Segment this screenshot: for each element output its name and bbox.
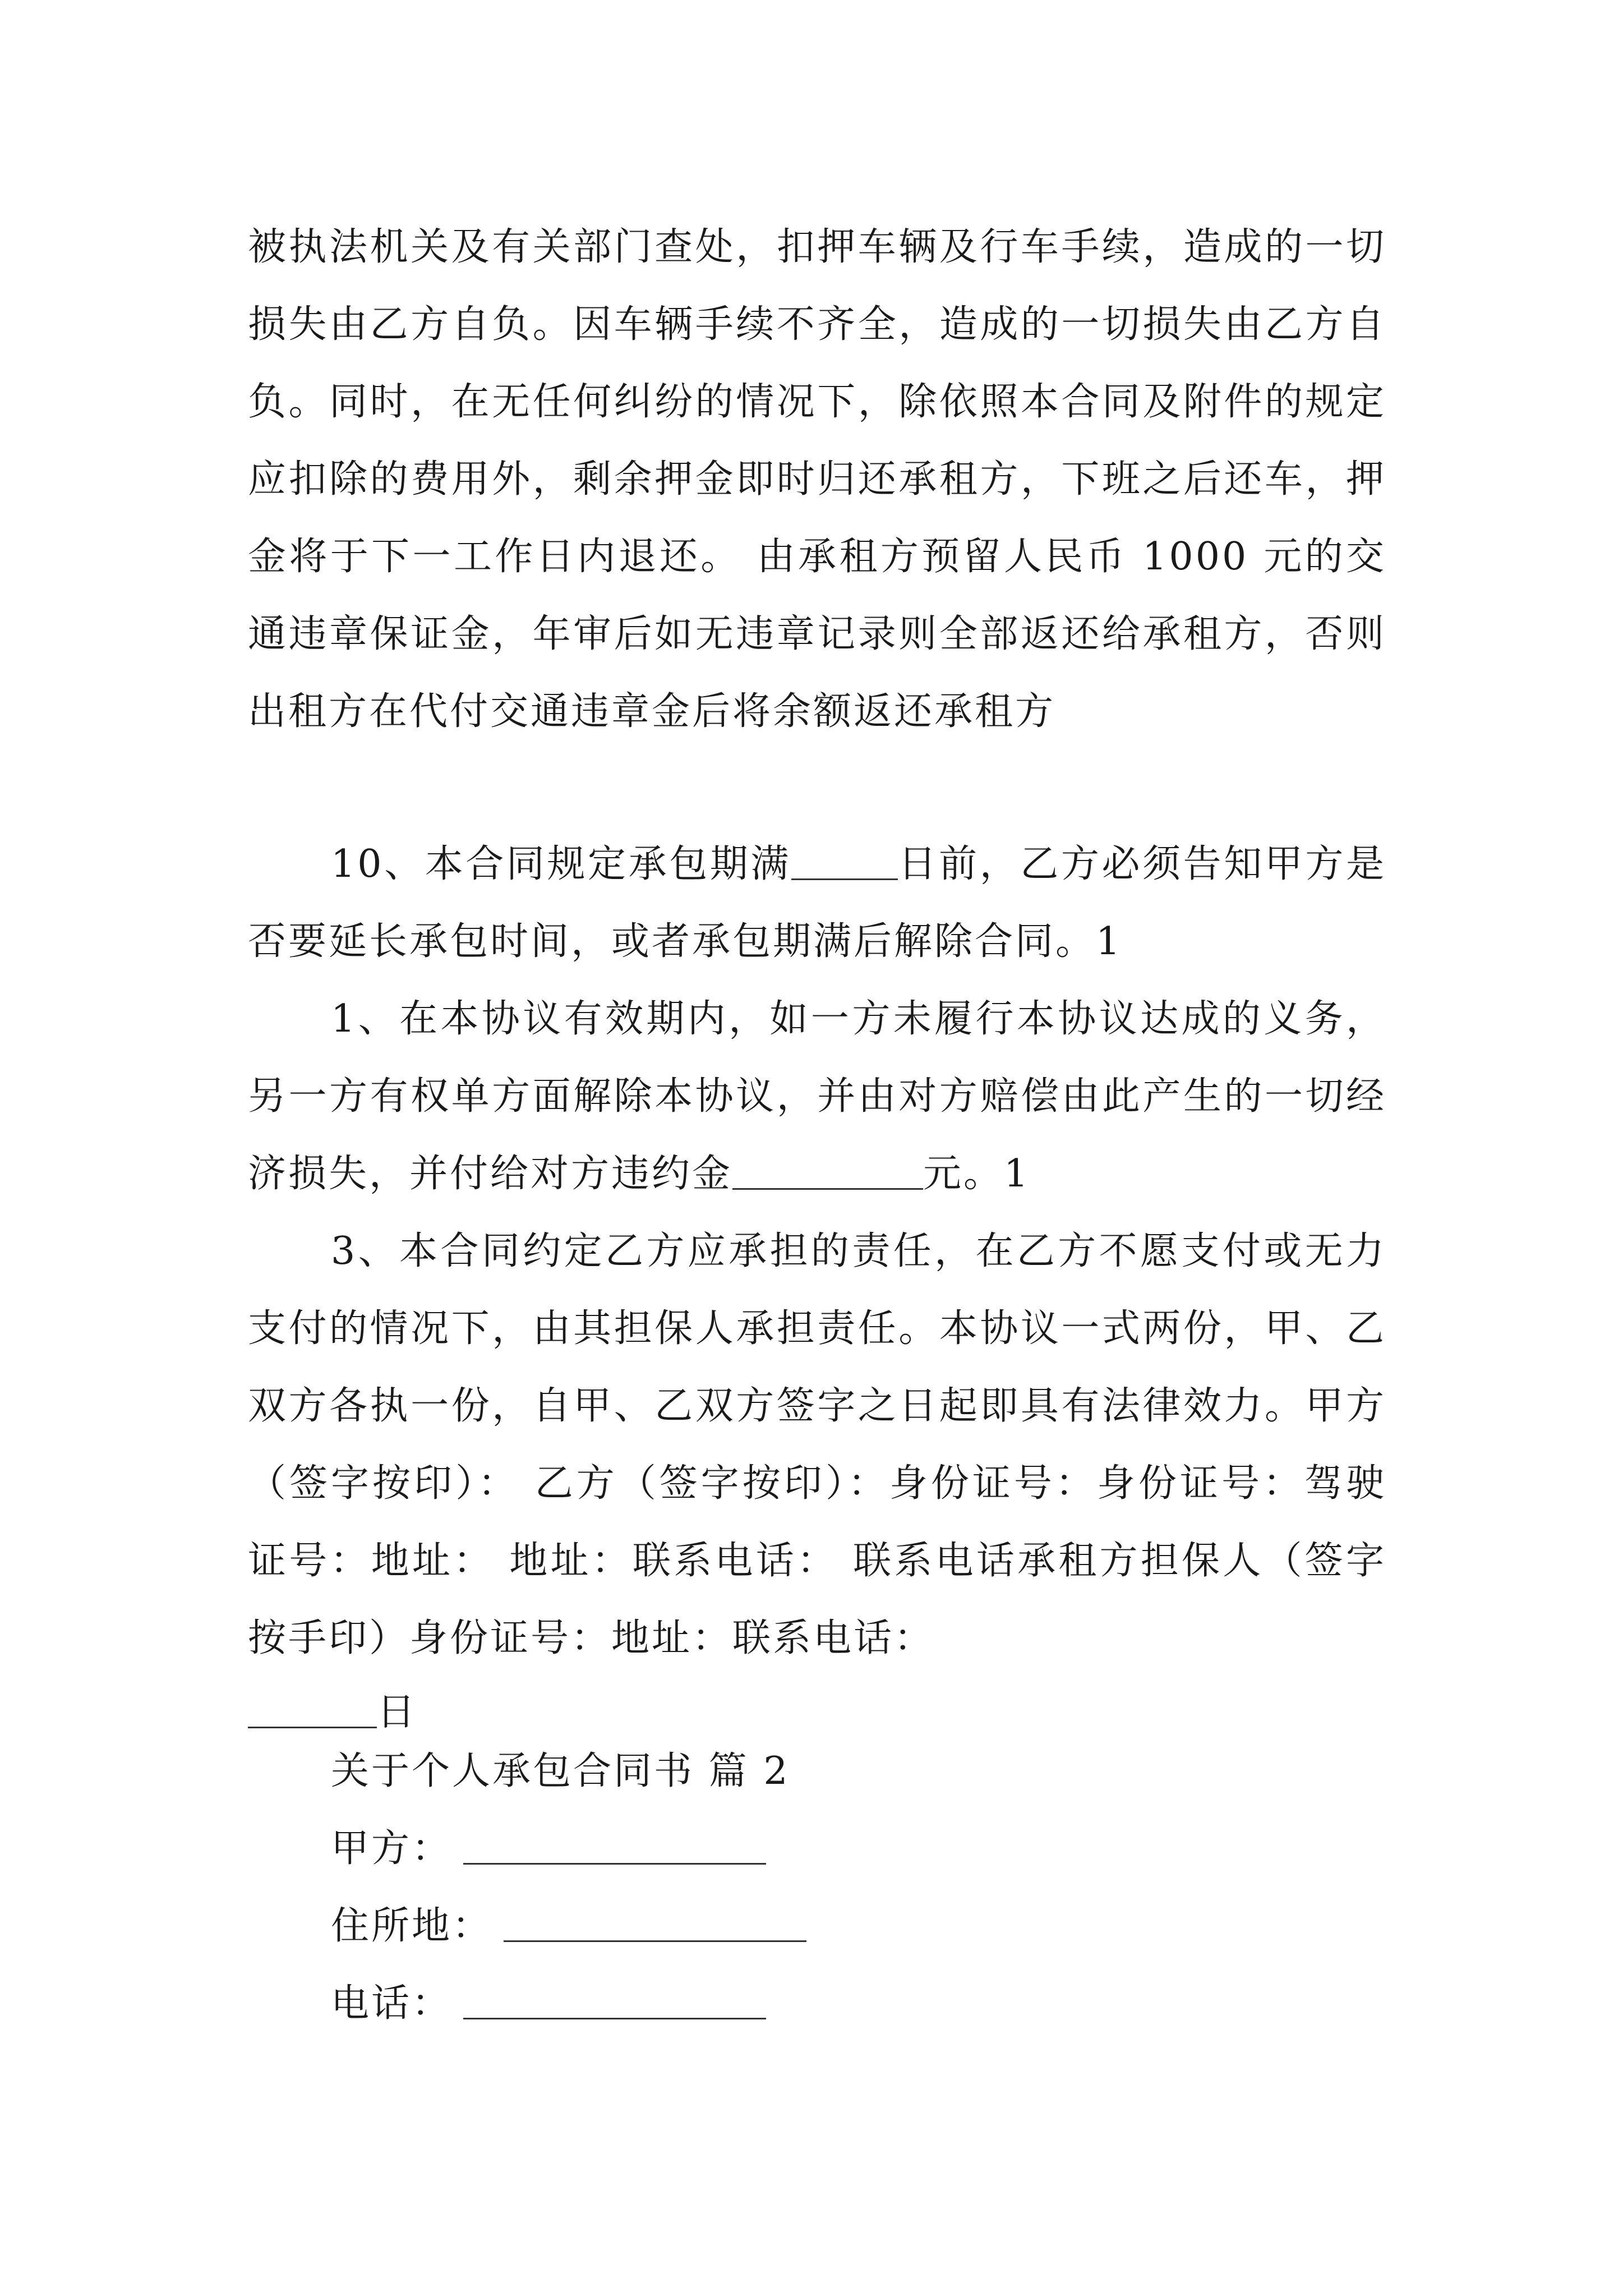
date-line [248, 1674, 1386, 1751]
address-field [331, 1898, 806, 1954]
penalty-amount-blank-line [732, 1154, 923, 1190]
phone-field [331, 1976, 766, 2032]
party-a-field [331, 1821, 766, 1877]
clause-10-text-after: 日前，乙方必须告知甲方是否要延长承包时间，或者承包期满后解除合同。1 [248, 842, 1386, 964]
party-a-label: 甲方： [331, 1826, 453, 1871]
paragraph-clause-10 [248, 826, 1386, 981]
clause-10-text-before: 10、本合同规定承包期满 [331, 842, 791, 886]
phone-blank-line [463, 1984, 766, 2019]
paragraph-clause-11 [248, 981, 1386, 1213]
section-2-title: 关于个人承包合同书 篇 2 [331, 1749, 790, 1793]
clause-11-text-after: 元。1 [923, 1152, 1031, 1196]
phone-label: 电话： [331, 1981, 453, 2026]
day-blank-line [248, 1693, 377, 1728]
paragraph-clause-13: 3、本合同约定乙方应承担的责任，在乙方不愿支付或无力支付的情况下，由其担保人承担责任。本协议一式两份，甲、乙双方各执一份，自甲、乙双方签字之日起即具有法律效力。甲方（签字按印）： 乙方（签字按印）：身份证号：身份证号：驾驶证号：地址： 地址：联系电话： 联系电话承租方担保人（签字按手印）身份证号：地址：联系电话： [248, 1229, 1386, 1660]
paragraph-deposit-terms: 被执法机关及有关部门查处，扣押车辆及行车手续，造成的一切损失由乙方自负。因车辆手续不齐全，造成的一切损失由乙方自负。同时，在无任何纠纷的情况下，除依照本合同及附件的规定应扣除的费用外，剩余押金即时归还承租方，下班之后还车，押金将于下一工作日内退还。 由承租方预留人民币 1000 元的交通违章保证金，年审后如无违章记录则全部返还给承租方，否则出租方在代付交通违章金后将余额返还承租方 [248, 225, 1386, 734]
address-blank-line [504, 1907, 806, 1942]
date-day-label: 日 [377, 1690, 418, 1734]
clause-11-text-before: 1、在本协议有效期内，如一方未履行本协议达成的义务，另一方有权单方面解除本协议，并由对方赔偿由此产生的一切经济损失，并付给对方违约金 [248, 997, 1386, 1196]
party-a-blank-line [463, 1829, 766, 1865]
days-blank-line [791, 845, 898, 880]
address-label: 住所地： [331, 1904, 493, 1948]
